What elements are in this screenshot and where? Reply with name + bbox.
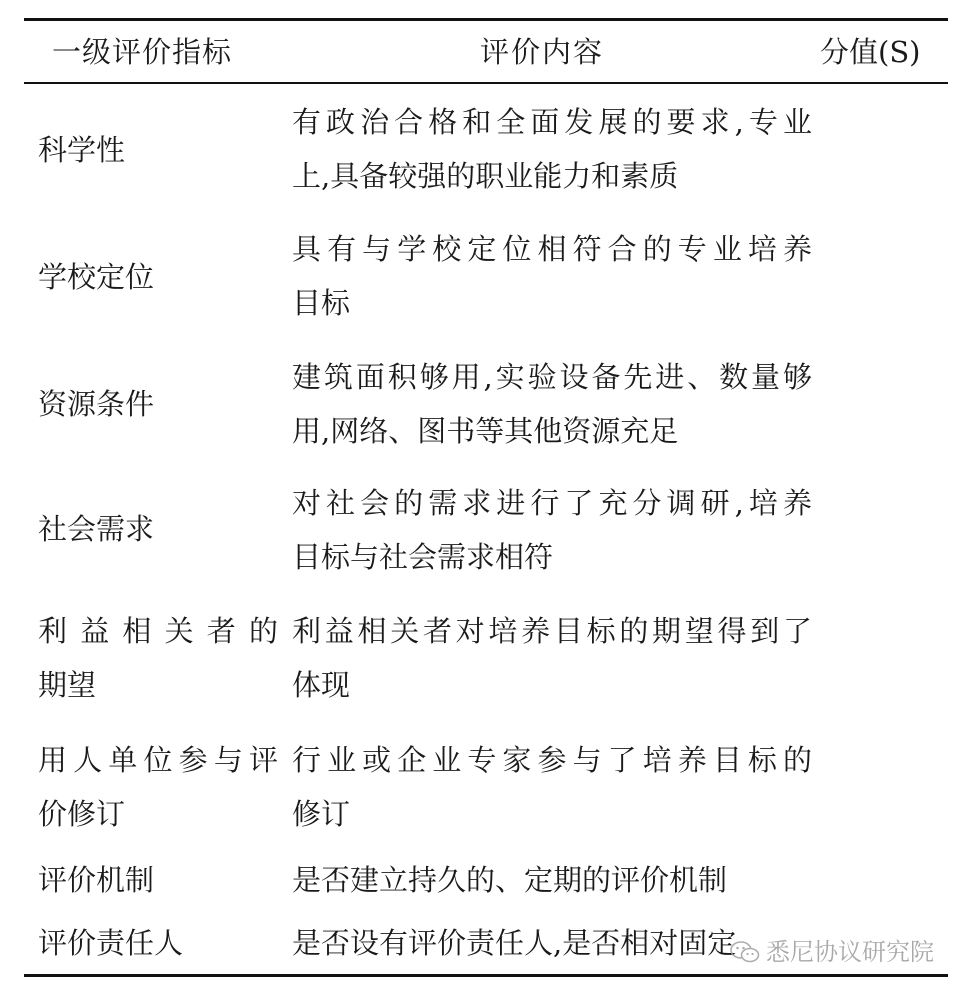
- row-2-content-line-1: 具有与学校定位相符合的专业培养: [292, 232, 812, 266]
- row-1-indicator: 科学性: [38, 133, 126, 167]
- row-4-content: [292, 476, 812, 584]
- row-3-content-line-2: 用,网络、图书等其他资源充足: [292, 414, 679, 448]
- row-1-content-line-2: 上,具备较强的职业能力和素质: [292, 159, 679, 193]
- row-7-indicator: 评价机制: [38, 863, 155, 897]
- row-6-content-line-1: 行业或企业专家参与了培养目标的: [292, 743, 812, 777]
- row-5-content-line-2: 体现: [292, 668, 351, 702]
- row-6-content: [292, 733, 812, 841]
- row-4-content-line-1: 对社会的需求进行了充分调研,培养: [292, 486, 812, 520]
- row-5-content-line-1: 利益相关者对培养目标的期望得到了: [292, 614, 812, 648]
- watermark-text: 悉尼协议研究院: [766, 938, 934, 966]
- table-top-rule: [24, 18, 948, 21]
- row-2-indicator: 学校定位: [38, 260, 155, 294]
- row-6-indicator-line-1: 用人单位参与评: [38, 743, 278, 777]
- row-6-indicator-line-2: 价修订: [38, 797, 126, 831]
- row-6-content-line-2: 修订: [292, 797, 351, 831]
- row-6-indicator: [38, 733, 278, 841]
- row-5-indicator: [38, 604, 278, 712]
- row-5-indicator-line-1: 利益相关者的: [38, 614, 278, 648]
- row-3-indicator: 资源条件: [38, 387, 155, 421]
- row-2-content-line-2: 目标: [292, 286, 351, 320]
- row-1-content-line-1: 有政治合格和全面发展的要求,专业: [292, 105, 812, 139]
- row-5-content: [292, 604, 812, 712]
- row-1-content: [292, 95, 812, 203]
- table-header-rule: [24, 82, 948, 84]
- row-4-indicator: 社会需求: [38, 512, 155, 546]
- row-2-content: [292, 222, 812, 330]
- row-3-content: [292, 350, 812, 458]
- row-8-indicator: 评价责任人: [38, 926, 184, 960]
- header-score: 分值(S): [820, 35, 921, 69]
- row-4-content-line-2: 目标与社会需求相符: [292, 540, 554, 574]
- table-bottom-rule: [24, 974, 948, 977]
- row-8-content: 是否设有评价责任人,是否相对固定: [292, 926, 737, 960]
- row-7-content: 是否建立持久的、定期的评价机制: [292, 863, 728, 897]
- header-content: 评价内容: [480, 35, 605, 69]
- header-indicator: 一级评价指标: [52, 35, 233, 69]
- watermark: [730, 932, 934, 967]
- row-5-indicator-line-2: 期望: [38, 668, 97, 702]
- row-3-content-line-1: 建筑面积够用,实验设备先进、数量够: [292, 360, 812, 394]
- wechat-icon: [730, 941, 760, 963]
